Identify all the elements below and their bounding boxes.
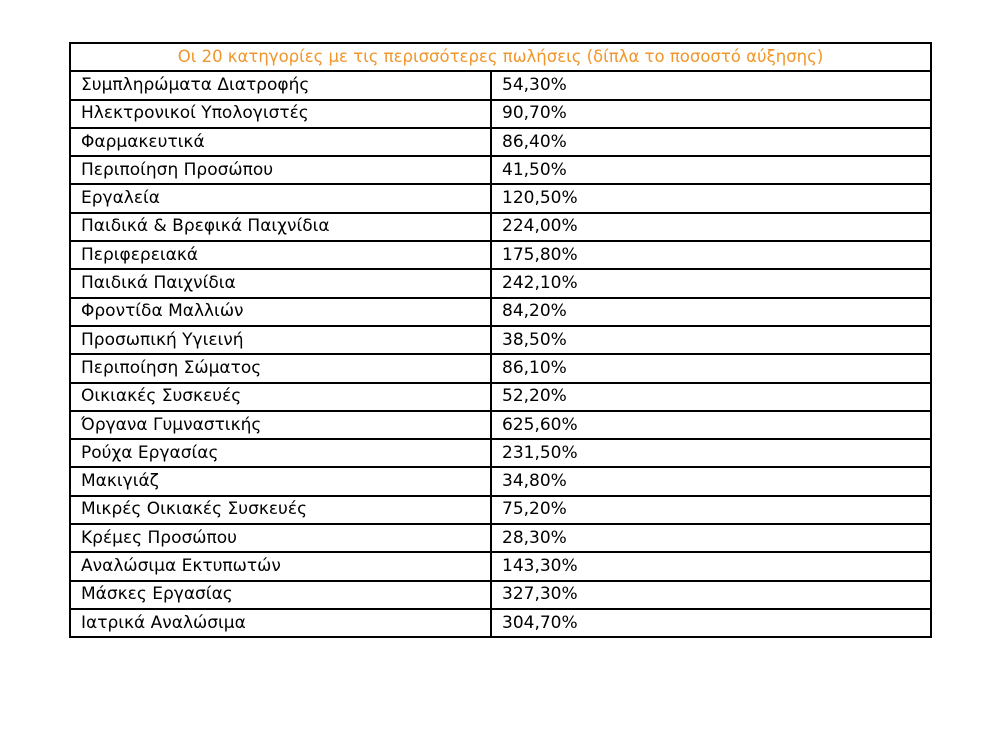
table-row — [70, 354, 931, 382]
table-row — [70, 439, 931, 467]
growth-cell: 143,30% — [491, 552, 931, 580]
growth-cell: 86,10% — [491, 354, 931, 382]
category-cell: Περιφερειακά — [70, 241, 491, 269]
growth-cell: 327,30% — [491, 581, 931, 609]
growth-cell: 120,50% — [491, 184, 931, 212]
table-row — [70, 552, 931, 580]
growth-cell: 52,20% — [491, 383, 931, 411]
category-cell: Ιατρικά Αναλώσιμα — [70, 609, 491, 637]
table-title-row — [70, 43, 931, 71]
table-row — [70, 609, 931, 637]
category-cell: Παιδικά & Βρεφικά Παιχνίδια — [70, 213, 491, 241]
table-row — [70, 524, 931, 552]
growth-cell: 625,60% — [491, 411, 931, 439]
category-cell: Φροντίδα Μαλλιών — [70, 298, 491, 326]
table-row — [70, 241, 931, 269]
table-row — [70, 128, 931, 156]
table-row — [70, 467, 931, 495]
growth-cell: 224,00% — [491, 213, 931, 241]
category-cell: Προσωπική Υγιεινή — [70, 326, 491, 354]
table-body — [70, 43, 931, 637]
table-row — [70, 184, 931, 212]
growth-cell: 175,80% — [491, 241, 931, 269]
growth-cell: 231,50% — [491, 439, 931, 467]
category-cell: Ηλεκτρονικοί Υπολογιστές — [70, 100, 491, 128]
category-cell: Μακιγιάζ — [70, 467, 491, 495]
growth-cell: 54,30% — [491, 71, 931, 99]
category-cell: Εργαλεία — [70, 184, 491, 212]
category-cell: Μικρές Οικιακές Συσκευές — [70, 496, 491, 524]
growth-cell: 242,10% — [491, 269, 931, 297]
growth-cell: 304,70% — [491, 609, 931, 637]
growth-cell: 28,30% — [491, 524, 931, 552]
category-cell: Οικιακές Συσκευές — [70, 383, 491, 411]
category-cell: Αναλώσιμα Εκτυπωτών — [70, 552, 491, 580]
table-row — [70, 496, 931, 524]
table-row — [70, 581, 931, 609]
growth-cell: 86,40% — [491, 128, 931, 156]
category-cell: Φαρμακευτικά — [70, 128, 491, 156]
growth-cell: 34,80% — [491, 467, 931, 495]
table-row — [70, 298, 931, 326]
category-cell: Μάσκες Εργασίας — [70, 581, 491, 609]
growth-cell: 75,20% — [491, 496, 931, 524]
table-row — [70, 269, 931, 297]
table-row — [70, 71, 931, 99]
category-cell: Συμπληρώματα Διατροφής — [70, 71, 491, 99]
table-row — [70, 326, 931, 354]
growth-cell: 41,50% — [491, 156, 931, 184]
sales-categories-table — [69, 42, 932, 638]
category-cell: Παιδικά Παιχνίδια — [70, 269, 491, 297]
table-row — [70, 156, 931, 184]
table-title: Οι 20 κατηγορίες με τις περισσότερες πωλήσεις (δίπλα το ποσοστό αύξησης) — [70, 43, 931, 71]
table-row — [70, 213, 931, 241]
growth-cell: 38,50% — [491, 326, 931, 354]
category-cell: Ρούχα Εργασίας — [70, 439, 491, 467]
table-row — [70, 411, 931, 439]
growth-cell: 84,20% — [491, 298, 931, 326]
table-row — [70, 383, 931, 411]
category-cell: Περιποίηση Προσώπου — [70, 156, 491, 184]
growth-cell: 90,70% — [491, 100, 931, 128]
category-cell: Περιποίηση Σώματος — [70, 354, 491, 382]
table-row — [70, 100, 931, 128]
category-cell: Όργανα Γυμναστικής — [70, 411, 491, 439]
category-cell: Κρέμες Προσώπου — [70, 524, 491, 552]
